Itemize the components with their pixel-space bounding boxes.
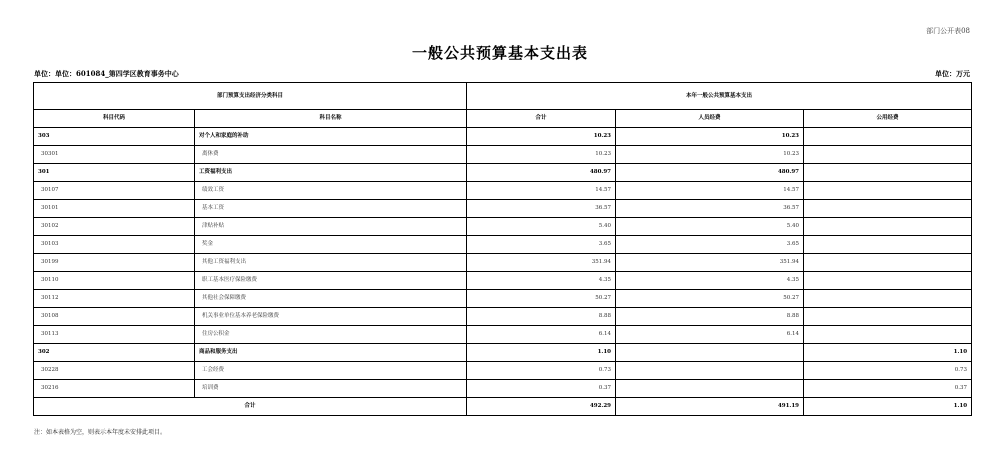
- total-label: 合计: [34, 398, 467, 416]
- row-total-cell: 480.97: [467, 164, 616, 182]
- budget-expenditure-table: [33, 82, 972, 416]
- row-public-cell: [804, 326, 972, 344]
- row-public-cell: [804, 254, 972, 272]
- table-row: [34, 326, 972, 344]
- table-row: [34, 272, 972, 290]
- row-name-cell: 基本工资: [195, 200, 467, 218]
- table-row: [34, 362, 972, 380]
- row-name-cell: 其他社会保障缴费: [195, 290, 467, 308]
- row-code-cell: 30108: [34, 308, 195, 326]
- footnote: 注：如本表格为空，则表示本年度未安排此项目。: [34, 429, 167, 436]
- row-personnel-cell: 4.35: [616, 272, 804, 290]
- row-personnel-cell: 480.97: [616, 164, 804, 182]
- table-row: [34, 146, 972, 164]
- row-total-cell: 351.94: [467, 254, 616, 272]
- table-row: [34, 236, 972, 254]
- row-personnel-cell: [616, 380, 804, 398]
- currency-unit-label: 单位：万元: [935, 69, 970, 78]
- row-total-cell: 6.14: [467, 326, 616, 344]
- total-sum-cell: 492.29: [467, 398, 616, 416]
- row-total-cell: 3.65: [467, 236, 616, 254]
- row-personnel-cell: 5.40: [616, 218, 804, 236]
- group-header-classification: 部门预算支出经济分类科目: [34, 83, 467, 110]
- row-personnel-cell: 10.23: [616, 128, 804, 146]
- row-public-cell: [804, 146, 972, 164]
- row-total-cell: 5.40: [467, 218, 616, 236]
- category-row: [34, 344, 972, 362]
- row-code-cell: 30301: [34, 146, 195, 164]
- row-personnel-cell: 6.14: [616, 326, 804, 344]
- row-personnel-cell: 10.23: [616, 146, 804, 164]
- row-public-cell: [804, 290, 972, 308]
- row-code-cell: 301: [34, 164, 195, 182]
- row-code-cell: 30110: [34, 272, 195, 290]
- table-row: [34, 218, 972, 236]
- row-name-cell: 离休费: [195, 146, 467, 164]
- row-total-cell: 10.23: [467, 146, 616, 164]
- total-public-cell: 1.10: [804, 398, 972, 416]
- table-body: [34, 128, 972, 398]
- row-code-cell: 30103: [34, 236, 195, 254]
- row-personnel-cell: 36.57: [616, 200, 804, 218]
- row-code-cell: 30102: [34, 218, 195, 236]
- row-total-cell: 36.57: [467, 200, 616, 218]
- row-name-cell: 绩效工资: [195, 182, 467, 200]
- page-title: 一般公共预算基本支出表: [411, 44, 588, 62]
- column-header-total: 合计: [467, 110, 616, 128]
- row-personnel-cell: 3.65: [616, 236, 804, 254]
- table-row: [34, 182, 972, 200]
- row-code-cell: 303: [34, 128, 195, 146]
- table-row: [34, 380, 972, 398]
- column-header-public: 公用经费: [804, 110, 972, 128]
- row-name-cell: 津贴补贴: [195, 218, 467, 236]
- row-code-cell: 30113: [34, 326, 195, 344]
- column-header-code: 科目代码: [34, 110, 195, 128]
- row-total-cell: 50.27: [467, 290, 616, 308]
- row-name-cell: 商品和服务支出: [195, 344, 467, 362]
- row-personnel-cell: [616, 362, 804, 380]
- table-total-row: [34, 398, 972, 416]
- row-personnel-cell: 14.57: [616, 182, 804, 200]
- row-public-cell: [804, 236, 972, 254]
- row-public-cell: 1.10: [804, 344, 972, 362]
- category-row: [34, 164, 972, 182]
- row-public-cell: [804, 272, 972, 290]
- row-public-cell: [804, 182, 972, 200]
- row-total-cell: 14.57: [467, 182, 616, 200]
- column-header-name: 科目名称: [195, 110, 467, 128]
- row-public-cell: [804, 200, 972, 218]
- row-total-cell: 0.37: [467, 380, 616, 398]
- row-personnel-cell: 351.94: [616, 254, 804, 272]
- row-name-cell: 住房公积金: [195, 326, 467, 344]
- row-public-cell: [804, 164, 972, 182]
- row-name-cell: 其他工资福利支出: [195, 254, 467, 272]
- row-name-cell: 工资福利支出: [195, 164, 467, 182]
- group-header-basic-expenditure: 本年一般公共预算基本支出: [467, 83, 972, 110]
- row-name-cell: 培训费: [195, 380, 467, 398]
- table-row: [34, 254, 972, 272]
- table-row: [34, 200, 972, 218]
- table-group-header-row: [34, 83, 972, 110]
- table-column-header-row: [34, 110, 972, 128]
- total-personnel-cell: 491.19: [616, 398, 804, 416]
- column-header-personnel: 人员经费: [616, 110, 804, 128]
- row-code-cell: 30216: [34, 380, 195, 398]
- row-total-cell: 8.88: [467, 308, 616, 326]
- row-total-cell: 10.23: [467, 128, 616, 146]
- row-code-cell: 302: [34, 344, 195, 362]
- department-unit-label: 单位：单位：601084_第四学区教育事务中心: [34, 69, 179, 78]
- row-name-cell: 职工基本医疗保险缴费: [195, 272, 467, 290]
- row-name-cell: 机关事业单位基本养老保险缴费: [195, 308, 467, 326]
- row-public-cell: 0.73: [804, 362, 972, 380]
- row-name-cell: 工会经费: [195, 362, 467, 380]
- form-number: 部门公开表08: [926, 27, 970, 35]
- row-public-cell: [804, 308, 972, 326]
- row-personnel-cell: 8.88: [616, 308, 804, 326]
- row-code-cell: 30199: [34, 254, 195, 272]
- row-public-cell: [804, 128, 972, 146]
- row-name-cell: 对个人和家庭的补助: [195, 128, 467, 146]
- row-code-cell: 30112: [34, 290, 195, 308]
- table-row: [34, 308, 972, 326]
- row-total-cell: 0.73: [467, 362, 616, 380]
- row-public-cell: 0.37: [804, 380, 972, 398]
- row-code-cell: 30228: [34, 362, 195, 380]
- row-code-cell: 30101: [34, 200, 195, 218]
- category-row: [34, 128, 972, 146]
- row-total-cell: 4.35: [467, 272, 616, 290]
- row-code-cell: 30107: [34, 182, 195, 200]
- row-public-cell: [804, 218, 972, 236]
- row-name-cell: 奖金: [195, 236, 467, 254]
- table-row: [34, 290, 972, 308]
- row-total-cell: 1.10: [467, 344, 616, 362]
- row-personnel-cell: [616, 344, 804, 362]
- row-personnel-cell: 50.27: [616, 290, 804, 308]
